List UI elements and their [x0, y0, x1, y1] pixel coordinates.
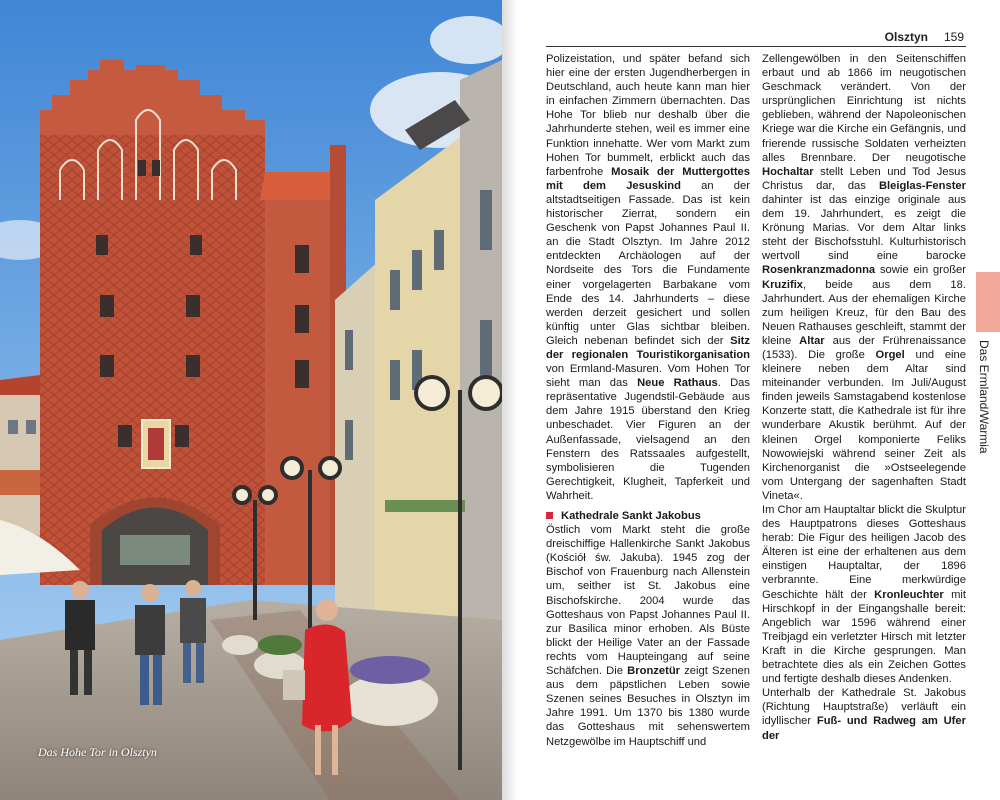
text-run: von Ermland-Masuren. Vom Hohen Tor sieht man das: [546, 363, 750, 390]
text-run: sowie ein großer: [875, 264, 966, 277]
bold-term: Kruzifix: [762, 278, 804, 291]
side-chapter-label-text: Das Ermland/Warmia: [977, 340, 991, 454]
text-run: Polizeistation, und später befand sich hier eine der ersten Jugendherbergen in Deutschland, auch heute kann man hier in einfachen Zimmern übernachten. Das Hohe Tor blieb nur deshalb über die Jahrhunderte stehen, weil es immer eine Funktion innehatte. Wer vom Markt zum Hohen Tor bummelt, erblickt auch das farbenfrohe: [546, 53, 750, 178]
text-run: Zellengewölben in den Seitenschiffen erbaut und ab 1866 im neugotischen Geschmack verändert. Von der ursprünglichen Einrichtung ist nichts geblieben, während der Napoleonischen Kriege war die Kirche ein Gefängnis, und frierende russische Soldaten verheizten alles Brennbare. Der neugotische: [762, 53, 966, 164]
text-run: Östlich vom Markt steht die große dreischiffige Hallenkirche Sankt Jakobus (Kościół św. Jakuba). 1945 zog der Bischof von Frauenburg nach Allenstein um, seither ist St. Jakobus eine Bischofskirche. 2004 wurde das Gotteshaus von Papst Johannes Paul II. zur Basilica minor erhoben. Als Büste blickt der Heilige Vater an der Fassade rechts vom Haupteingang auf seine Schäfchen. Die: [546, 524, 750, 678]
bold-term: Kronleuchter: [874, 588, 944, 601]
paragraph: [546, 52, 750, 503]
paragraph: [762, 503, 966, 686]
bold-term: Sitz der regionalen Touristikorganisation: [546, 334, 750, 361]
text-run: mit Hirschkopf in der Eingangshalle bereit: Angeblich war 1596 während einer Treibjagd ein verletzter Hirsch mit letzter Kraft in die Kirche gesprungen. Man betrachtete dies als ein Zeichen Gottes und fertigte deshalb dieses Andenken.: [762, 588, 966, 686]
bold-term: Altar: [799, 334, 825, 347]
text-run: , beide aus dem 18. Jahrhundert. Aus der ehemaligen Kirche zum heiligen Kreuz, für den Bau des Neuen Rathauses geschleift, stammt der kleine: [762, 278, 966, 347]
section-heading-text: Kathedrale Sankt Jakobus: [561, 510, 701, 522]
paragraph: [762, 52, 966, 503]
bold-term: Bronzetür: [627, 665, 681, 678]
bold-term: Fuß- und Radweg am Ufer der: [762, 715, 966, 742]
text-run: Im Chor am Hauptaltar blickt die Skulptur des Hauptpatrons dieses Gotteshaus herab: Die Figur des heiligen Jacob des Älteren ist eine der erhaltenen aus dem einstigen Hauptaltar, der 1896 verbrannte. Eine merkwürdige Geschichte hält der: [762, 504, 966, 601]
text-column-left: [546, 52, 750, 749]
book-gutter: [502, 0, 518, 800]
section-heading: [546, 509, 750, 523]
bold-term: Mosaik der Muttergottes mit dem Jesuskind: [546, 165, 750, 192]
square-bullet-icon: [546, 512, 553, 519]
page-number: 159: [943, 30, 964, 44]
text-run: . Das repräsentative Jugendstil-Gebäude aus dem Jahre 1915 überstand den Krieg unbeschadet. Vier Figuren an der Außenfassade, vielsagend an den Fenstern des Ratssaales aufgestellt, symbolisieren die Tugenden Gerechtigkeit, Klugheit, Tapferkeit und Wahrheit.: [546, 377, 750, 502]
chapter-title: Olsztyn: [884, 30, 928, 44]
photo-caption: Das Hohe Tor in Olsztyn: [38, 745, 157, 759]
bold-term: Neue Rathaus: [637, 377, 718, 390]
bold-term: Hochaltar: [762, 165, 814, 178]
paragraph: [546, 523, 750, 749]
side-chapter-label: [972, 340, 998, 500]
paragraph: [762, 686, 966, 742]
bold-term: Bleiglas-Fenster: [878, 179, 966, 192]
chapter-tab-marker: [976, 272, 1000, 332]
text-run: aus der Frührenaissance (1533). Die große: [762, 334, 967, 361]
text-run: dahinter ist das einzige originale aus dem 19. Jahrhundert, es zeigt die Krönung Marias. Vor dem Altar links steht der Bischofsstuhl. Kulturhistorisch wertvoll sind eine barocke: [762, 193, 966, 263]
text-run: Unterhalb der Kathedrale St. Jakobus (Richtung Hauptstraße) verläuft ein idyllischer: [762, 687, 966, 728]
bold-term: Orgel: [875, 348, 905, 361]
text-run: an der altstadtseitigen Fassade. Das ist kein historischer Zierrat, sondern ein Geschenk von Papst Johannes Paul II. an die Stadt Olsztyn. Im Jahre 2012 entdeckten Archäologen auf der Nordseite des Tors die Fundamente einer vorgelagerten Barbakane vom Ende des 14. Jahrhunderts – diese werden derzeit gesichert und sollen künftig unter Glas sichtbar bleiben. Gleich nebenan befindet sich der: [546, 179, 750, 347]
text-run: zeigt Szenen aus dem päpstlichen Leben sowie Szenen seines Besuches in Olsztyn im Jahre 1991. Um 1370 bis 1380 wurde das Gotteshaus mit sehenswertem Netzgewölbe im Hauptschiff und: [546, 665, 750, 748]
bold-term: Rosenkranzmadonna: [762, 264, 876, 277]
text-column-right: [762, 52, 966, 743]
running-header: [546, 30, 966, 47]
text-run: stellt Leben und Tod Jesus Christus dar, das: [762, 165, 966, 192]
text-run: und eine kleinere neben dem Altar sind miteinander verbunden. Im Juli/August finden jeweils Samstagabend kostenlose Konzerte statt, die Kathedrale ist für ihre wunderbare Akustik berühmt. Auf der kleinen Orgel komponierte Feliks Nowowiejski während seiner Zeit als Kirchenorganist die »Ostseelegende vom Untergang der sagenhaften Stadt Vineta«.: [762, 348, 966, 502]
